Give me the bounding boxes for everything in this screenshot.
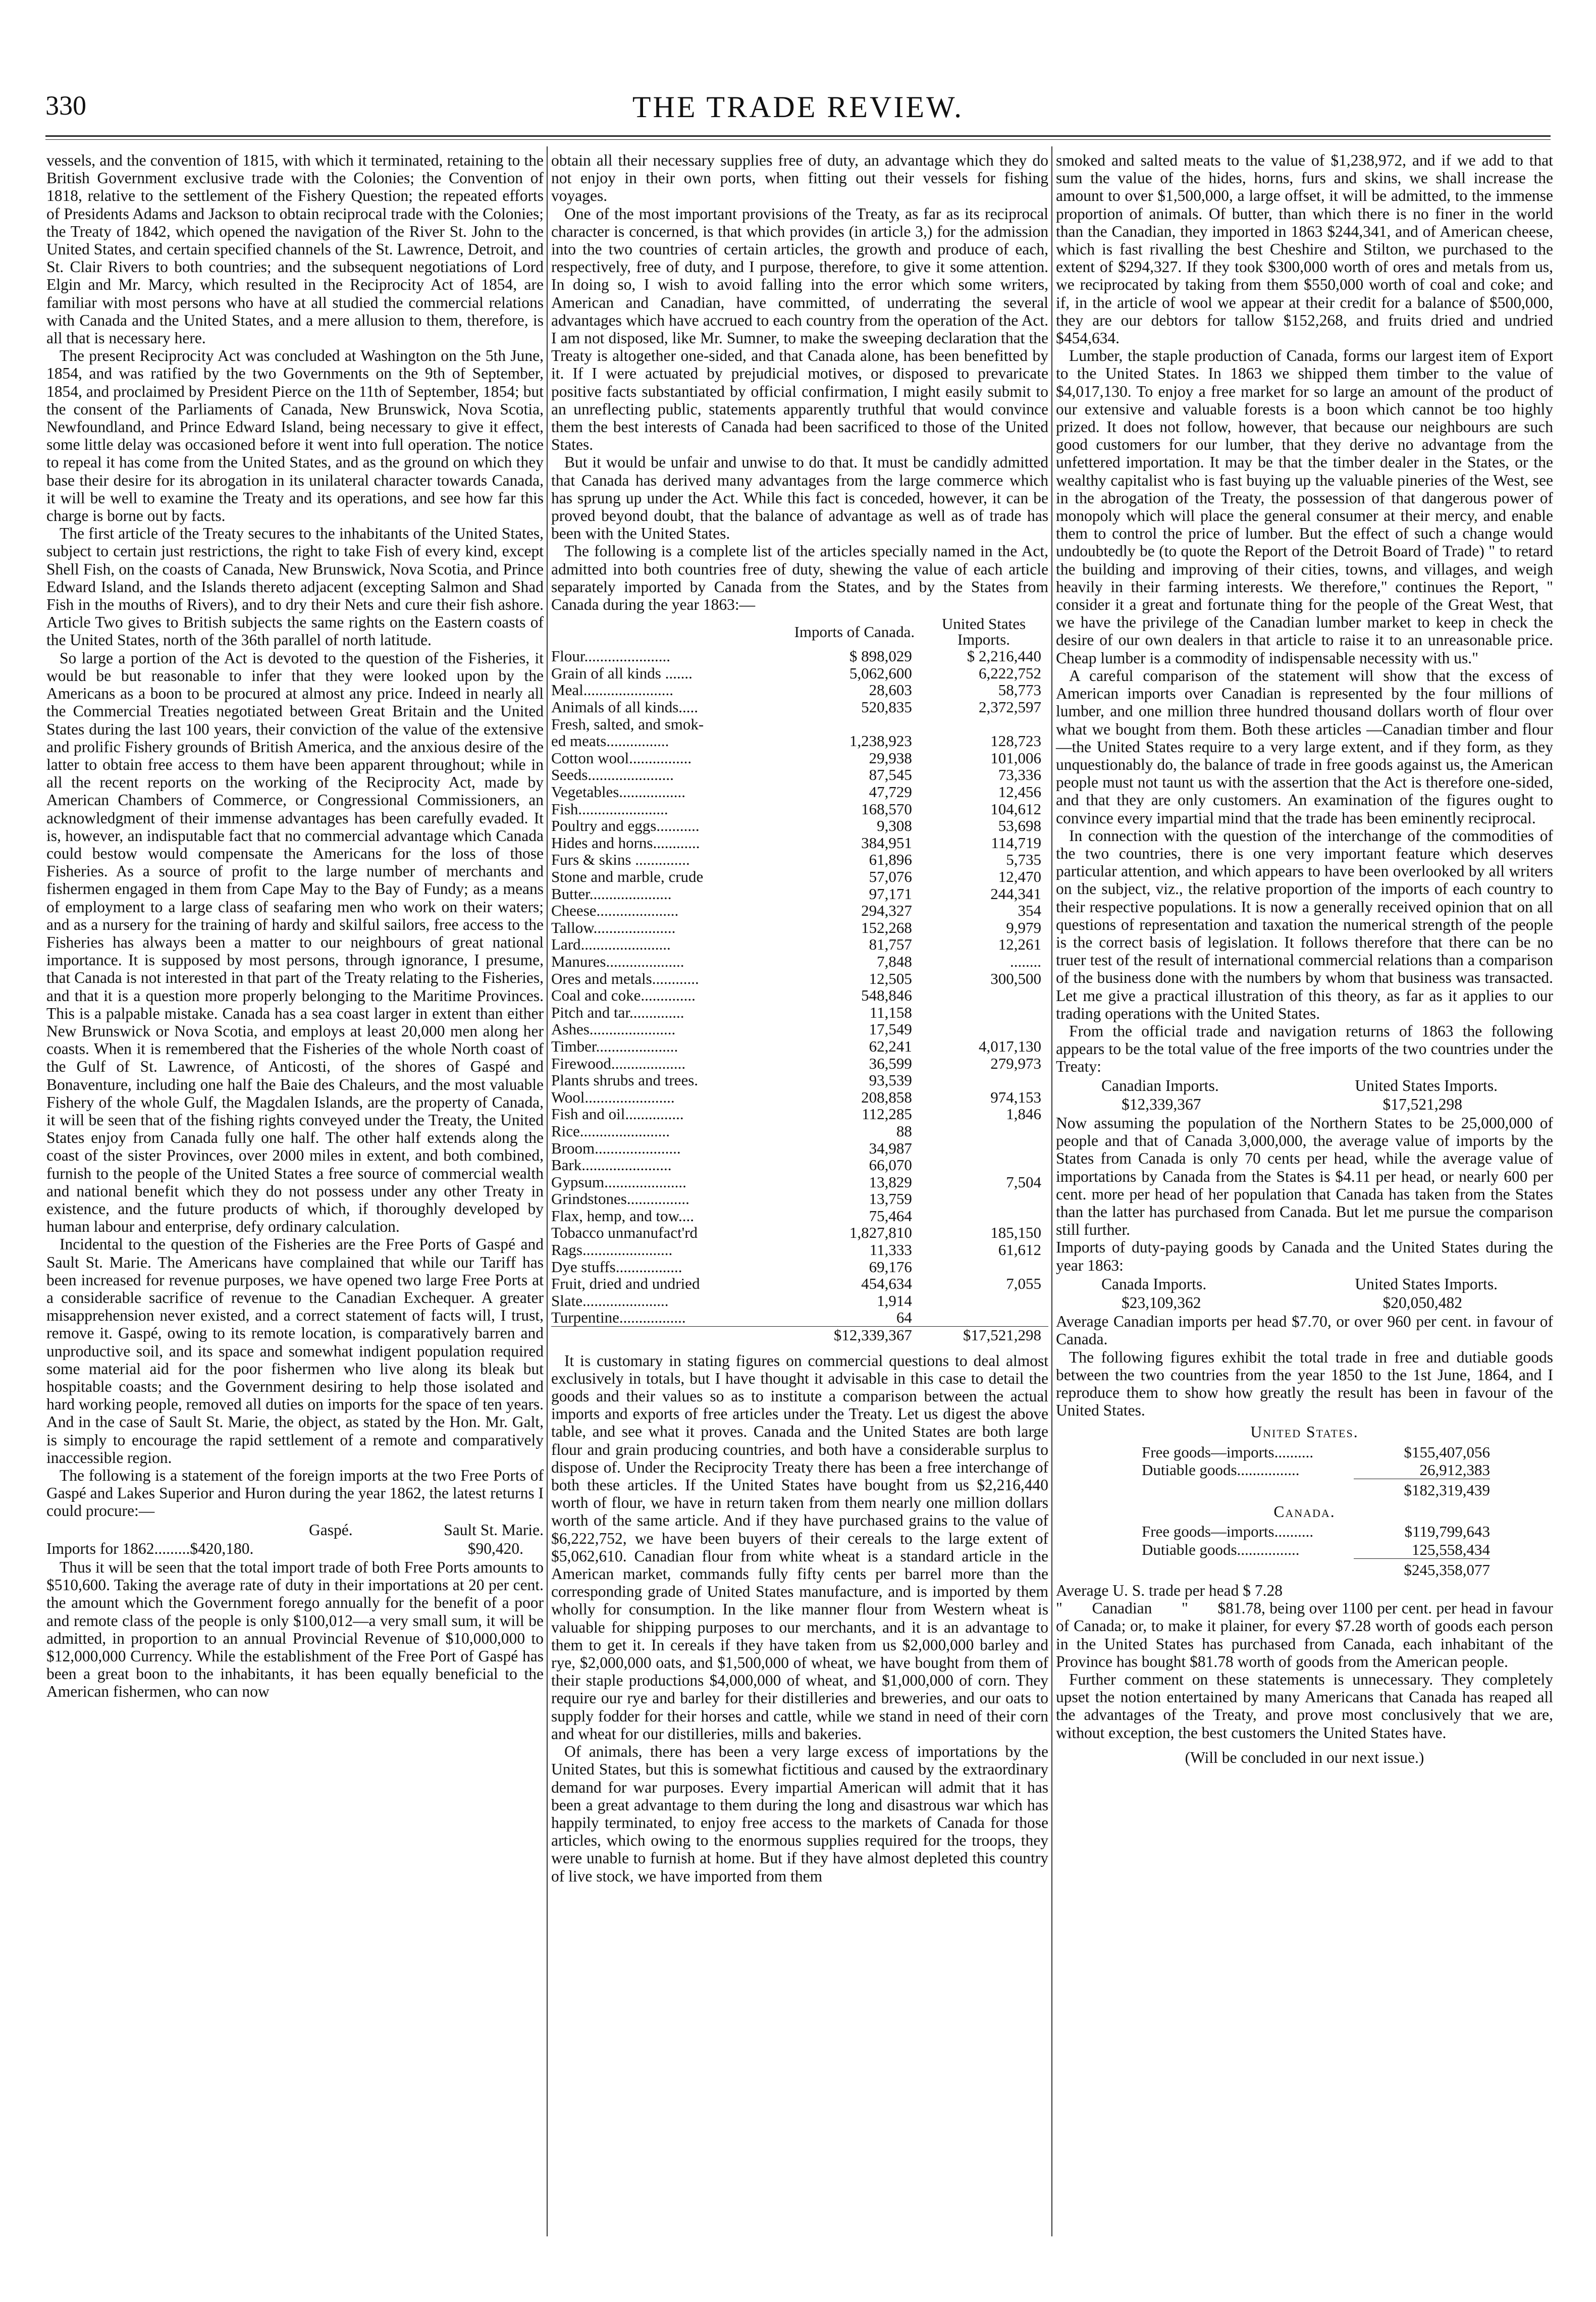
canada-value: 11,158 <box>869 1003 912 1021</box>
article-name: Cotton wool................ <box>551 749 692 767</box>
column-divider <box>1051 146 1052 2236</box>
canada-value: 1,827,810 <box>849 1224 912 1242</box>
canada-value: 13,829 <box>869 1173 912 1191</box>
article-name: Flour...................... <box>551 648 670 665</box>
journal-title: THE TRADE REVIEW. <box>632 90 964 124</box>
column-2 <box>551 151 1048 1885</box>
us-value: 114,719 <box>991 833 1041 852</box>
us-value: 12,456 <box>998 783 1041 801</box>
paragraph: vessels, and the convention of 1815, with which it terminated, retaining to the British Government exclusive trade with the Colonies; the Convention of 1818, relative to the settlement of the Fishery Question; the repeated efforts of Presidents Adams and Jackson to obtain reciprocal trade with the Colonies; the Treaty of 1842, which opened the navigation of the River St. John to the United States, and certain specified channels of the St. Lawrence, Detroit, and St. Clair Rivers to both countries; and the subsequent negotiations of Lord Elgin and Mr. Marcy, which resulted in the Reciprocity Act of 1854, are familiar with most persons who have at all studied the commercial relations with Canada and the United States, and a mere allusion to them, therefore, is all that is necessary here. <box>46 151 544 347</box>
table-row <box>551 1241 1048 1259</box>
canada-value: 81,757 <box>869 935 912 954</box>
us-value <box>919 1140 1048 1157</box>
us-trade-heading: United States. <box>1250 1423 1359 1441</box>
paragraph: The following is a complete list of the articles specially named in the Act, admitted into both countries free of duty, shewing the value of each article separately imported by Canada from the States, and by the States from Canada during the year 1863:— <box>551 542 1048 614</box>
us-value <box>919 716 1048 733</box>
table-row <box>551 1140 1048 1157</box>
row-value: $155,407,056 <box>1404 1443 1490 1461</box>
table-row <box>551 665 1048 682</box>
article-name: Fresh, salted, and smok- <box>551 715 704 733</box>
row-value: $119,799,643 <box>1404 1523 1490 1541</box>
canada-value: 11,333 <box>869 1241 912 1259</box>
free-imports-values <box>1056 1095 1553 1113</box>
table-row <box>551 851 1048 868</box>
paragraph: Lumber, the staple production of Canada, forms our largest item of Export to the United States. In 1863 we shipped them timber to the value of $4,017,130. To enjoy a free market for so large an amount of the product of our extensive and valuable forests is a boon which cannot be too highly prized. It does not follow, however, that because our neighbours are such good customers for our lumber, that they derive no advantage from the unfettered importation. It may be that the timber dealer in the States, or the wealthy capitalist who is fast buying up the valuable pineries of the West, see in the abrogation of the Treaty, the possession of that dangerous power of monopoly which will place the general consumer at their mercy, and enable them to control the price of lumber. But the effect of such a change would undoubtedly be (to quote the Report of the Detroit Board of Trade) " to retard the building and improving of their cities, towns, and villages, and weigh heavily in their farming interests. We therefore," continues the Report, " consider it a great and fortunate thing for the people of the Great West, that we have the privilege of the Canadian lumber market to keep in check the desire of our own dealers in that article to raise it to an unreasonable price. Cheap lumber is a commodity of indispensable necessity with us." <box>1056 347 1553 667</box>
row-value: 26,912,383 <box>1419 1460 1490 1479</box>
us-value <box>919 1208 1048 1225</box>
canada-value: 17,549 <box>869 1020 912 1038</box>
table-row <box>551 801 1048 818</box>
article-name: Plants shrubs and trees. <box>551 1072 699 1089</box>
paragraph: So large a portion of the Act is devoted to the question of the Fisheries, it would be but reasonable to infer that they were looked upon by the Americans as a boon to be procured at almost any price. Indeed in nearly all the Commercial Treaties negotiated between Great Britain and the United States during the last 100 years, their conviction of the value of the extensive and prolific Fishery grounds of British America, and the anxious desire of the latter to obtain free access to them have been apparent throughout; while in all the recent reports on the working of the Reciprocity Act, made by American Chambers of Commerce, or Congressional Commissioners, an acknowledgment of their immense advantages has been carefully evaded. It is, however, an indisputable fact that no commercial advantage which Canada could bestow would compensate the Americans for the loss of those Fisheries. As a source of profit to the large number of merchants and fishermen engaged in them from Cape May to the Bay of Fundy; as a means of employment to a large class of seafaring men who work on their waters; and as a nursery for the training of hardy and skilful sailors, free access to the Fisheries has always been a matter to our neighbours of great national importance. It is supposed by most persons, through ignorance, I presume, that Canada is not interested in that part of the Treaty relating to the Fisheries, and that it is a question more properly belonging to the Maritime Provinces. This is a palpable mistake. Canada has a sea coast larger in extent than either New Brunswick or Nova Scotia, and employs at least 20,000 men along her coasts. When it is remembered that the Fisheries of the whole North coast of the Gulf of St. Lawrence, of Anticosti, of the shores of Gaspé and Bonaventure, including one half the Baie des Chaleurs, and the most valuable Fishery of the whole Gulf, the Magdalen Islands, are the property of Canada, it will be seen that of the fishing rights conveyed under the Treaty, the United States enjoy from Canada fully one half. The other half extends along the coast of the sister Provinces, over 2000 miles in extent, and both combined, furnish to the people of the United States a free source of commercial wealth and national benefit which they do not possess under any other Treaty in existence, and the future products of which, if thoroughly developed by human labour and enterprise, defy ordinary calculation. <box>46 649 544 1236</box>
canada-value: 34,987 <box>869 1139 912 1157</box>
table-row <box>551 970 1048 987</box>
table-row <box>551 766 1048 783</box>
us-value: 104,612 <box>990 800 1041 818</box>
article-name: Slate...................... <box>551 1292 669 1310</box>
canada-value: 36,599 <box>869 1054 912 1072</box>
summary-row <box>1142 1443 1490 1461</box>
canada-value: 168,570 <box>861 800 912 818</box>
article-name: Poultry and eggs........... <box>551 817 700 834</box>
header-rule <box>45 135 1551 137</box>
canada-value: 57,076 <box>869 868 912 885</box>
article-name: Pitch and tar.............. <box>551 1004 684 1021</box>
page-number: 330 <box>45 90 86 121</box>
canada-imports-value: $23,109,362 <box>1122 1294 1201 1312</box>
table-row <box>551 953 1048 970</box>
table-row <box>551 834 1048 852</box>
free-articles-table <box>551 615 1048 1343</box>
us-value: 5,735 <box>1006 851 1041 869</box>
imports-label: Imports for 1862......... <box>46 1539 190 1557</box>
us-value <box>919 1190 1048 1208</box>
table-row <box>551 1072 1048 1089</box>
us-value: 2,372,597 <box>979 698 1041 716</box>
canada-value: 548,846 <box>861 986 912 1005</box>
us-value: 244,341 <box>990 884 1041 903</box>
article-name: Flax, hemp, and tow.... <box>551 1207 694 1225</box>
header-rule-thin <box>45 139 1551 140</box>
us-imports-value: $20,050,482 <box>1382 1294 1462 1312</box>
table-row <box>551 868 1048 885</box>
table-row <box>551 1123 1048 1140</box>
paragraph: The following figures exhibit the total trade in free and dutiable goods between the two countries from the year 1850 to the 1st June, 1864, and I reproduce them to show how greatly the result has been in favour of the United States. <box>1056 1348 1553 1420</box>
table-row <box>551 1259 1048 1276</box>
total-value: $182,319,439 <box>1404 1481 1490 1499</box>
table-row <box>551 936 1048 953</box>
table-row <box>551 1157 1048 1174</box>
article-name: Coal and coke.............. <box>551 987 696 1004</box>
canada-value: 208,858 <box>861 1088 912 1106</box>
us-value: ........ <box>1010 952 1041 970</box>
table-row <box>551 1224 1048 1241</box>
sault-value: $90,420. <box>467 1539 523 1557</box>
canada-value <box>790 716 919 733</box>
column-header-canada: Imports of Canada. <box>794 622 915 641</box>
us-imports-heading: United States Imports. <box>1355 1275 1498 1293</box>
paragraph: Imports of duty-paying goods by Canada and the United States during the year 1863: <box>1056 1238 1553 1274</box>
article-name: Lard....................... <box>551 936 671 953</box>
article-name: Furs & skins .............. <box>551 851 690 868</box>
article-name: Rags....................... <box>551 1241 673 1259</box>
table-row <box>551 885 1048 903</box>
total-us: $17,521,298 <box>919 1327 1048 1344</box>
article-name: Tallow..................... <box>551 919 676 936</box>
us-value <box>919 987 1048 1004</box>
paragraph: Average Canadian imports per head $7.70, or over 960 per cent. in favour of Canada. <box>1056 1313 1553 1348</box>
summary-total <box>1354 1558 1490 1579</box>
article-name: Tobacco unmanufact'rd <box>551 1224 698 1242</box>
sault-heading: Sault St. Marie. <box>444 1521 544 1539</box>
us-value: 4,017,130 <box>979 1037 1041 1055</box>
table-row <box>551 1208 1048 1225</box>
canada-value: 5,062,600 <box>849 664 912 682</box>
article-name: Gypsum..................... <box>551 1173 686 1191</box>
canada-value: 13,759 <box>869 1190 912 1208</box>
article-name: Broom...................... <box>551 1139 681 1157</box>
article-name: Seeds...................... <box>551 766 674 784</box>
us-value: $ 2,216,440 <box>967 647 1041 665</box>
canada-value: 93,539 <box>869 1071 912 1089</box>
article-name: Firewood................... <box>551 1055 686 1072</box>
us-value: 101,006 <box>990 749 1041 767</box>
table-header-row <box>551 615 1048 648</box>
table-row <box>551 1038 1048 1055</box>
us-value: 73,336 <box>998 766 1041 784</box>
article-name: Manures.................... <box>551 953 684 970</box>
column-3 <box>1056 151 1557 1766</box>
article-name: Ashes...................... <box>551 1021 676 1038</box>
canada-value: 97,171 <box>869 884 912 903</box>
us-value: 9,979 <box>1006 918 1041 936</box>
article-name: Cheese..................... <box>551 902 679 919</box>
us-value <box>919 1021 1048 1038</box>
us-value: 58,773 <box>998 681 1041 699</box>
canada-value: 294,327 <box>861 902 912 920</box>
paragraph: From the official trade and navigation returns of 1863 the following appears to be the total value of the free imports of the two countries under the Treaty: <box>1056 1022 1553 1076</box>
article-name: Grindstones................ <box>551 1190 689 1208</box>
free-ports-header <box>46 1521 544 1539</box>
paragraph: Further comment on these statements is unnecessary. They completely upset the notion entertained by many Americans that Canada has reaped all the advantages of the Treaty, and prove most conclusively that we are, without exception, the best customers the United States have. <box>1056 1670 1553 1742</box>
gaspe-value: $420,180. <box>190 1539 254 1557</box>
canada-value: 7,848 <box>877 952 912 970</box>
table-row <box>551 987 1048 1004</box>
article-name: Butter..................... <box>551 885 672 903</box>
canada-value: 112,285 <box>862 1105 912 1123</box>
paragraph: The first article of the Treaty secures to the inhabitants of the United States, subject to certain just restrictions, the right to take Fish of every kind, except Shell Fish, on the coasts of Canada, New Brunswick, Nova Scotia, and Prince Edward Island, and the Islands thereto adjacent (excepting Salmon and Shad Fish in the mouths of Rivers), and to dry their Nets and cure their fish ashore. Article Two gives to British subjects the same rights on the Eastern coasts of the United States, north of the 36th parallel of north latitude. <box>46 525 544 649</box>
canada-value: 66,070 <box>869 1156 912 1174</box>
canada-value: 62,241 <box>869 1037 912 1055</box>
duty-imports-header <box>1056 1275 1553 1293</box>
table-row <box>551 919 1048 936</box>
canadian-imports-heading: Canadian Imports. <box>1101 1076 1219 1094</box>
paragraph: One of the most important provisions of the Treaty, as far as its reciprocal character is concerned, is that which provides (in article 3,) for the admission into the two countries of certain articles, the growth and produce of each, respectively, free of duty, and I purpose, therefore, to give it some attention. In doing so, I wish to avoid falling into the error which some writers, American and Canadian, have committed, of underrating the several advantages which have accrued to each country from the operation of the Act. I am not disposed, like Mr. Sumner, to make the sweeping declaration that the Treaty is altogether one-sided, and that Canada alone, has been benefitted by it. If I were actuated by prejudicial motives, or disposed to prevaricate positive facts substantiated by official confirmation, I might easily submit to an unreflecting public, statements apparently truthful that would convince them the best interests of Canada had been sacrificed to those of the United States. <box>551 204 1048 454</box>
gaspe-heading: Gaspé. <box>309 1521 353 1539</box>
summary-row <box>1142 1461 1490 1479</box>
canadian-imports-value: $12,339,367 <box>1122 1095 1201 1113</box>
table-total-row <box>551 1327 1048 1344</box>
row-value: 125,558,434 <box>1412 1540 1490 1558</box>
us-imports-value: $17,521,298 <box>1382 1095 1462 1113</box>
row-label: Dutiable goods................ <box>1142 1540 1300 1558</box>
us-value: 185,150 <box>990 1224 1041 1242</box>
canada-value: $ 898,029 <box>849 647 912 665</box>
paragraph: Thus it will be seen that the total import trade of both Free Ports amounts to $510,600. Taking the average rate of duty in their importations at 20 per cent. the amount which the Government forego annually for the benefit of a poor and remote class of the people is only $100,012—a very small sum, it will be admitted, in proportion to an annual Provincial Revenue of $10,000,000 to $12,000,000 Currency. While the establishment of the Free Port of Gaspé has been a great boon to the inhabitants, it has been equally beneficial to the American fishermen, who can now <box>46 1558 544 1701</box>
summary-total <box>1354 1479 1490 1499</box>
article-name: Meal....................... <box>551 682 673 699</box>
us-value: 12,261 <box>998 935 1041 954</box>
canada-value: 88 <box>896 1122 912 1140</box>
table-row <box>551 682 1048 699</box>
free-imports-header <box>1056 1077 1553 1094</box>
summary-row <box>1142 1523 1490 1540</box>
table-row <box>551 1004 1048 1021</box>
article-name: Grain of all kinds ....... <box>551 664 693 682</box>
us-value: 354 <box>1018 902 1041 920</box>
us-value: 12,470 <box>998 868 1041 885</box>
us-value: 7,504 <box>1006 1173 1041 1191</box>
paragraph: In connection with the question of the interchange of the commodities of the two countries, there is one very important feature which deserves particular attention, and which appears to have been overlooked by all writers on the subject, viz., the relative proportion of the imports of each country to their respective populations. It is now a generally received opinion that on all questions of representation and taxation the numerical strength of the people is the correct basis of legislation. It follows therefore that there can be no truer test of the result of international commercial relations than a comparison of the business done with the numbers by whom that business was transacted. Let me give a practical illustration of this theory, as far as it applies to our trading operations with the United States. <box>1056 826 1553 1022</box>
canada-value: 1,914 <box>877 1291 912 1310</box>
us-value: 1,846 <box>1006 1105 1041 1123</box>
article-name: Fish and oil............... <box>551 1106 684 1123</box>
table-row <box>551 1089 1048 1106</box>
canada-trade-summary <box>1142 1523 1490 1579</box>
us-imports-heading: United States Imports. <box>1355 1076 1498 1094</box>
table-row <box>551 817 1048 834</box>
canada-value: 64 <box>896 1309 912 1327</box>
article-name: Vegetables................. <box>551 783 686 801</box>
paragraph: obtain all their necessary supplies free of duty, an advantage which they do not enjoy in their own ports, when fitting out their vessels for fishing voyages. <box>551 151 1048 205</box>
canada-value: 61,896 <box>869 851 912 869</box>
canada-value: 454,634 <box>861 1275 912 1293</box>
canada-value: 12,505 <box>869 969 912 987</box>
us-value: 128,723 <box>990 732 1041 750</box>
canada-value: 47,729 <box>869 783 912 801</box>
page-header <box>45 90 1551 130</box>
canada-value: 152,268 <box>861 918 912 936</box>
table-row <box>551 902 1048 919</box>
column-1 <box>46 151 544 1701</box>
article-name: ed meats................ <box>551 733 669 750</box>
paragraph: Average U. S. trade per head $ 7.28 <box>1056 1582 1283 1600</box>
table-row <box>551 750 1048 767</box>
paragraph: The following is a statement of the foreign imports at the two Free Ports of Gaspé and Lakes Superior and Huron during the year 1862, the latest returns I could procure:— <box>46 1467 544 1520</box>
row-label: Free goods—imports.......... <box>1142 1523 1314 1541</box>
article-name: Animals of all kinds..... <box>551 699 699 716</box>
article-name: Hides and horns............ <box>551 834 700 852</box>
table-row <box>551 1055 1048 1072</box>
row-label: Dutiable goods................ <box>1142 1460 1300 1479</box>
table-row <box>551 1292 1048 1310</box>
us-value: 7,055 <box>1006 1275 1041 1293</box>
canada-value: 520,835 <box>861 698 912 716</box>
continuation-note: (Will be concluded in our next issue.) <box>1185 1748 1424 1766</box>
total-value: $245,358,077 <box>1404 1560 1490 1579</box>
paragraph: It is customary in stating figures on commercial questions to deal almost exclusively in totals, but I have thought it advisable in this case to detail the goods and their values so as to institute a comparison between the actual imports and exports of free articles under the Treaty. Let us digest the above table, and see what it proves. Canada and the United States are both large flour and grain producing countries, and both have a considerable surplus to dispose of. Under the Reciprocity Treaty there has been a free interchange of both these articles. If the United States have bought from us $2,216,440 worth of flour, we have in return taken from them nearly one million dollars worth of the same article. And if they have purchased grains to the value of $6,222,752, we have been buyers of their cereals to the large extent of $5,062,610. Canadian flour from white wheat is a standard article in the American market, commands fully fifty cents per barrel more than the corresponding grade of United States manufacture, and is imported by them wholly for consumption. In the like manner flour from Western wheat is valuable for shipping purposes to our merchants, and it is an advantage to them to get it. In cereals if they have taken from us $2,000,000 barley and rye, $2,000,000 oats, and $1,500,000 of wheat, we have bought from them of their staple productions $4,000,000 of wheat, and $1,000,000 of corn. They require our rye and barley for their distilleries and breweries, and our oats to supply fodder for their horses and cattle, while we stand in need of their corn and wheat for our distilleries, mills and bakeries. <box>551 1351 1048 1743</box>
table-row <box>551 733 1048 750</box>
article-name: Bark....................... <box>551 1157 672 1174</box>
free-ports-row <box>46 1540 544 1557</box>
table-row <box>551 716 1048 733</box>
paragraph: But it would be unfair and unwise to do that. It must be candidly admitted that Canada has derived many advantages from the large commerce which has sprung up under the Act. While this fact is conceded, however, it can be proved beyond doubt, that the balance of advantage as well as of trade has been with the United States. <box>551 453 1048 543</box>
table-row <box>551 1174 1048 1191</box>
paragraph: The present Reciprocity Act was concluded at Washington on the 5th June, 1854, and was ratified by the two Governments on the 9th of September, 1854, and proclaimed by President Pierce on the 11th of September, 1854; but the consent of the Parliaments of Canada, New Brunswick, Nova Scotia, Newfoundland, and Prince Edward Island, being necessary to give it effect, some little delay was occasioned before it went into full operation. The notice to repeal it has come from the United States, and as the ground on which they base their desire for its abrogation in its unilateral character towards Canada, it will be well to examine the Treaty and its operations, and see how far this charge is borne out by facts. <box>46 347 544 525</box>
us-value: 300,500 <box>990 969 1041 987</box>
us-value <box>919 1004 1048 1021</box>
us-value: 279,973 <box>990 1054 1041 1072</box>
duty-imports-values <box>1056 1294 1553 1312</box>
us-trade-summary <box>1142 1443 1490 1499</box>
article-name: Stone and marble, crude <box>551 868 704 885</box>
table-row <box>551 1021 1048 1038</box>
table-row <box>551 783 1048 801</box>
summary-row <box>1142 1541 1490 1558</box>
canada-value: 28,603 <box>869 681 912 699</box>
column-divider <box>547 146 548 2236</box>
us-value <box>919 1072 1048 1089</box>
canada-value: 69,176 <box>869 1258 912 1276</box>
us-value <box>919 1292 1048 1310</box>
article-name: Wool....................... <box>551 1088 675 1106</box>
table-row <box>551 1106 1048 1123</box>
column-header-us: United States Imports. <box>941 615 1026 649</box>
row-label: Free goods—imports.......... <box>1142 1443 1314 1461</box>
us-value: 53,698 <box>998 817 1041 835</box>
paragraph: Incidental to the question of the Fisheries are the Free Ports of Gaspé and Sault St. Marie. The Americans have complained that while our Tariff has been increased for revenue purposes, we have opened two large Free Ports at a considerable sacrifice of revenue to the Canadian Exchequer. A greater misapprehension never existed, and a correct statement of facts will, I trust, remove it. Gaspé, owing to its remote location, is comparatively barren and unproductive soil, and its space and somewhat indigent population required some material aid for the poor fishermen who live along its bleak but hospitable coasts; and the Government desiring to help those isolated and hard working people, removed all duties on imports for the space of ten years. And in the case of Sault St. Marie, the object, as stated by the Hon. Mr. Galt, is simply to encourage the rapid settlement of a remote and comparatively inaccessible region. <box>46 1235 544 1467</box>
paragraph: Of animals, there has been a very large excess of importations by the United States, but this is somewhat fictitious and caused by the extraordinary demand for war purposes. Every impartial American will admit that it has been a great advantage to them during the long and disastrous war which has happily terminated, to enjoy free access to the markets of Canada for those articles, which owing to the enormous supplies required for the troops, they were unable to furnish at home. But if they have almost depleted this country of live stock, we have imported from them <box>551 1743 1048 1885</box>
canada-value: 75,464 <box>869 1207 912 1225</box>
total-canada: $12,339,367 <box>790 1327 919 1344</box>
paragraph: " Canadian " $81.78, being over 1100 per cent. per head in favour of Canada; or, to make it plainer, for every $7.28 worth of goods each person in the United States has purchased from Canada, each inhabitant of the Province has bought $81.78 worth of goods from the American people. <box>1056 1599 1557 1670</box>
canada-value: 87,545 <box>869 766 912 784</box>
table-row <box>551 699 1048 716</box>
us-value: 974,153 <box>990 1088 1041 1106</box>
us-value <box>919 1123 1048 1140</box>
canada-value: 1,238,923 <box>849 732 912 750</box>
article-name: Timber..................... <box>551 1037 678 1055</box>
table-row <box>551 1275 1048 1292</box>
canada-value: 9,308 <box>877 817 912 835</box>
article-name: Fish....................... <box>551 800 668 818</box>
article-name: Ores and metals............ <box>551 970 699 987</box>
us-value: 6,222,752 <box>979 664 1041 682</box>
canada-value: 29,938 <box>869 749 912 767</box>
article-name: Fruit, dried and undried <box>551 1275 700 1292</box>
canada-value: 384,951 <box>861 833 912 852</box>
table-row <box>551 1309 1048 1326</box>
table-row <box>551 648 1048 665</box>
paragraph: A careful comparison of the statement will show that the excess of American imports over Canadian is represented by the four millions of lumber, and one million three hundred thousand dollars worth of flour over what we bought from them. Both these articles —Canadian timber and flour—the United States require to a very large extent, and if they form, as they unquestionably do, the balance of trade in free goods against us, the American people must not taunt us with the assertion that the Act is therefore one-sided, and that they are only customers. An examination of the figures ought to convince every impartial mind that the trade has been eminently reciprocal. <box>1056 666 1553 827</box>
canada-trade-heading: Canada. <box>1273 1503 1336 1521</box>
table-row <box>551 1190 1048 1208</box>
canada-imports-heading: Canada Imports. <box>1101 1275 1207 1293</box>
us-value: 61,612 <box>998 1241 1041 1259</box>
us-value <box>919 1157 1048 1174</box>
article-name: Turpentine................. <box>551 1309 686 1327</box>
paragraph: Now assuming the population of the Northern States to be 25,000,000 of people and that of Canada 3,000,000, the average value of imports by the States from Canada is only 70 cents per head, while the average value of importations by Canada from the States is $4.11 per head, or nearly 600 per cent. more per head of her population that Canada has taken from the States than the latter has purchased from Canada. But let me pursue the comparison still further. <box>1056 1114 1553 1239</box>
article-name: Rice....................... <box>551 1122 670 1140</box>
us-value <box>919 1259 1048 1276</box>
paragraph: smoked and salted meats to the value of $1,238,972, and if we add to that sum the value of the hides, horns, furs and skins, we shall increase the amount to over $1,500,000, a large offset, it will be admitted, to the immense proportion of animals. Of butter, than which there is no finer in the world than the Canadian, they imported in 1863 $244,341, and of American cheese, which is fast rivalling the best Cheshire and Stilton, we purchased to the extent of $294,327. If they took $300,000 worth of ores and metals from us, we reciprocated by taking from them $550,000 worth of coal and coke; and if, in the article of wool we appear at their credit for a balance of $500,000, they are our debtors for tallow $152,268, and fruits dried and undried $454,634. <box>1056 151 1553 347</box>
us-value <box>919 1309 1048 1326</box>
article-name: Dye stuffs................. <box>551 1258 682 1276</box>
